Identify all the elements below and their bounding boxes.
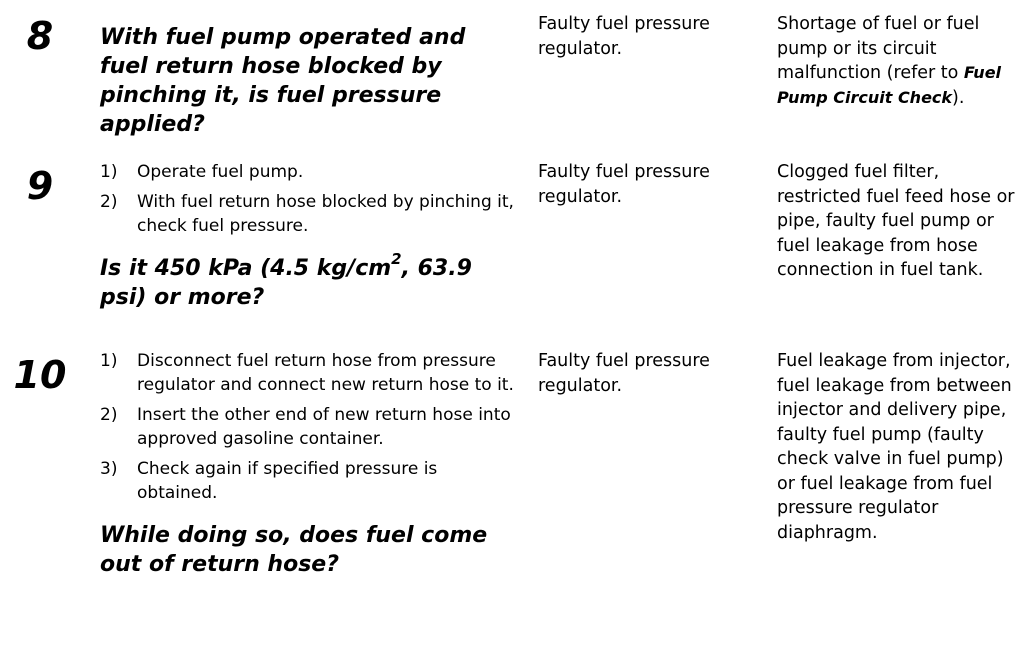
substep: 3) Check again if specified pressure is obtained.: [100, 459, 438, 503]
substep-list: [100, 349, 520, 505]
yes-result: Faulty fuel pressure regulator.: [538, 14, 710, 59]
yes-result: Faulty fuel pressure regulator.: [538, 162, 710, 207]
no-result: Clogged fuel filter, restricted fuel feed hose or pipe, faulty fuel pump or fuel leakage from hose connection in fuel tank.: [777, 162, 1015, 280]
step-question: While doing so, does fuel come out of return hose?: [100, 523, 488, 577]
yes-result: Faulty fuel pressure regulator.: [538, 351, 710, 396]
substep: 2) With fuel return hose blocked by pinching it, check fuel pressure.: [100, 192, 514, 236]
substep: 1) Operate fuel pump.: [100, 162, 304, 182]
substep: 2) Insert the other end of new return hose into approved gasoline container.: [100, 405, 511, 449]
step-number: 9: [26, 164, 54, 208]
step-number: 10: [13, 353, 67, 397]
no-result: Fuel leakage from injector, fuel leakage from between injector and delivery pipe, faulty fuel pump (faulty check valve in fuel pump) or fuel leakage from fuel pressure regulator diaphragm.: [777, 351, 1012, 543]
no-result-text: Shortage of fuel or fuel pump or its circuit malfunction (refer to: [777, 14, 980, 83]
step-action: [100, 160, 520, 312]
no-result: [777, 12, 1017, 110]
step-question: With fuel pump operated and fuel return hose blocked by pinching it, is fuel pressure applied?: [100, 25, 466, 137]
step-question: Is it 450 kPa (4.5 $kg/cm^2$, 63.9 psi) or more?: [100, 249, 472, 310]
reference-link[interactable]: Fuel Pump Circuit Check: [777, 63, 1002, 107]
step-number: 8: [26, 14, 54, 58]
substep: 1) Disconnect fuel return hose from pressure regulator and connect new return hose to it.: [100, 351, 514, 395]
step-action: [100, 23, 520, 139]
substep-list: [100, 160, 520, 238]
step-action: [100, 349, 520, 579]
no-result-text-end: ).: [952, 87, 965, 108]
